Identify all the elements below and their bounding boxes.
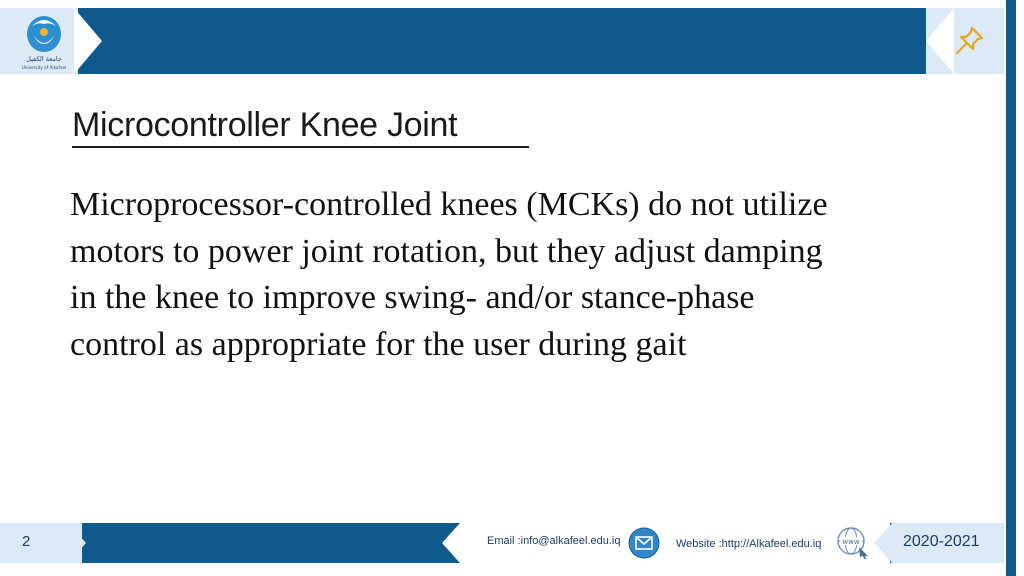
logo-english-text: University of Alkafeel (21, 65, 67, 70)
page-number: 2 (22, 533, 31, 550)
footer-contact-notch (442, 523, 460, 563)
website-value[interactable]: http://Alkafeel.edu.iq (721, 538, 822, 550)
header-left-notch (74, 8, 102, 74)
body-line: motors to power joint rotation, but they adjust damping (70, 232, 823, 270)
email-label: Email : (487, 535, 521, 547)
body-line: in the knee to improve swing- and/or stance-phase (70, 279, 755, 316)
envelope-icon (628, 527, 660, 559)
slide-body (70, 182, 950, 368)
footer-left-notch (68, 523, 86, 563)
email-text (487, 535, 620, 547)
footer-right-notch (874, 523, 892, 563)
right-border-stripe (1006, 0, 1016, 576)
logo-arabic-text: جامعة الكفيل (26, 55, 62, 63)
pushpin-icon (952, 22, 988, 58)
header-right-notch (926, 8, 954, 74)
slide-title: Microcontroller Knee Joint (72, 106, 458, 144)
svg-text:www: www (842, 538, 860, 546)
body-line: Microprocessor-controlled knees (MCKs) do not utilize (70, 186, 828, 223)
header-band (78, 8, 926, 74)
academic-year: 2020-2021 (903, 533, 980, 550)
website-text (676, 538, 821, 550)
body-line: control as appropriate for the user during gait (70, 325, 687, 363)
email-value[interactable]: info@alkafeel.edu.iq (520, 535, 621, 547)
globe-www-icon (835, 525, 871, 559)
title-underline (72, 146, 529, 148)
bottom-strip (0, 563, 1004, 576)
university-logo-icon (14, 10, 74, 72)
website-label: Website : (676, 538, 722, 550)
